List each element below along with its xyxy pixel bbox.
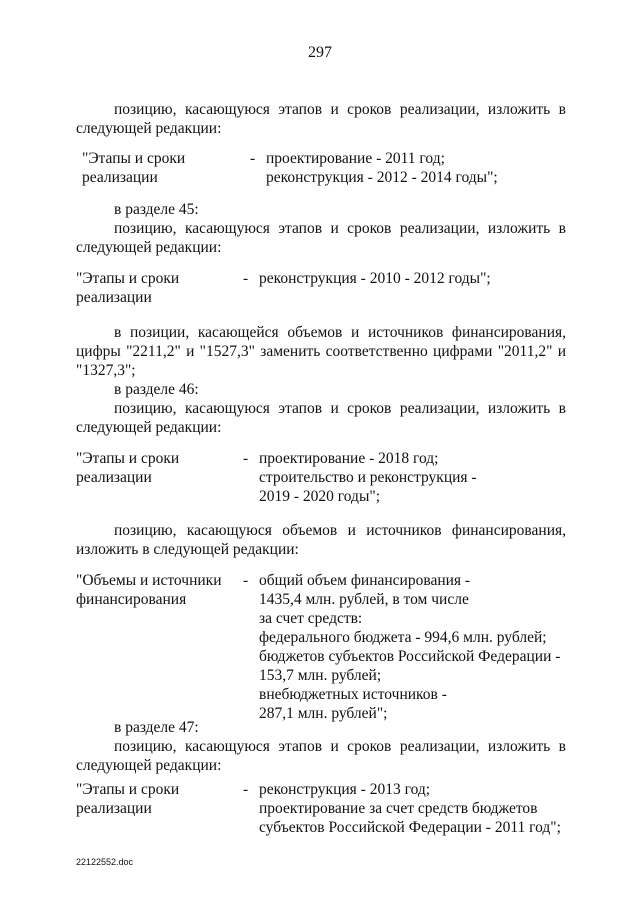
entry-label: "Этапы и сроки (76, 450, 180, 467)
section-heading: в разделе 46: (114, 381, 199, 398)
footer-filename: 22122552.doc (76, 857, 134, 867)
entry-value: 287,1 млн. рублей"; (259, 705, 388, 722)
entry-dash: - (250, 150, 256, 167)
entry-label: реализации (76, 800, 152, 817)
entry-value: 153,7 млн. рублей; (259, 667, 382, 684)
section-heading: в разделе 47: (114, 719, 199, 736)
paragraph-line: позицию, касающуюся объемов и источников финансирования, (114, 522, 566, 539)
paragraph-line: позицию, касающуюся этапов и сроков реализации, изложить в (114, 400, 566, 417)
entry-value: федерального бюджета - 994,6 млн. рублей; (259, 629, 547, 646)
section-heading: в разделе 45: (114, 201, 199, 218)
paragraph-line: следующей редакции: (76, 419, 222, 436)
entry-value: проектирование за счет средств бюджетов (259, 800, 538, 817)
paragraph-line: цифры "2211,2" и "1527,3" заменить соответственно цифрами "2011,2" и (76, 343, 566, 360)
entry-label: "Этапы и сроки (82, 150, 186, 167)
entry-value: 2019 - 2020 годы"; (259, 488, 380, 505)
paragraph-line: позицию, касающуюся этапов и сроков реализации, изложить в (114, 220, 566, 237)
paragraph-line: позицию, касающуюся этапов и сроков реализации, изложить в (114, 738, 566, 755)
entry-value: проектирование - 2011 год; (266, 150, 445, 167)
entry-value: реконструкция - 2013 год; (259, 781, 431, 798)
entry-value: бюджетов субъектов Российской Федерации - (259, 648, 561, 665)
entry-label: реализации (76, 289, 152, 306)
entry-label: "Этапы и сроки (76, 270, 180, 287)
entry-label: финансирования (76, 591, 187, 608)
entry-label: "Объемы и источники (76, 572, 222, 589)
entry-value: за счет средств: (259, 610, 363, 627)
entry-value: реконструкция - 2012 - 2014 годы"; (266, 169, 498, 186)
entry-value: строительство и реконструкция - (259, 469, 477, 486)
entry-dash: - (243, 450, 249, 467)
paragraph-line: изложить в следующей редакции: (76, 541, 299, 558)
paragraph-line: "1327,3"; (76, 362, 136, 379)
page-number: 297 (308, 44, 332, 61)
entry-dash: - (243, 781, 249, 798)
entry-label: реализации (76, 469, 152, 486)
entry-dash: - (243, 572, 249, 589)
paragraph-line: позицию, касающуюся этапов и сроков реализации, изложить в (114, 101, 566, 118)
paragraph-line: следующей редакции: (76, 239, 222, 256)
paragraph-line: следующей редакции: (76, 120, 222, 137)
entry-value: субъектов Российской Федерации - 2011 год"; (259, 819, 561, 836)
entry-value: реконструкция - 2010 - 2012 годы"; (259, 270, 491, 287)
entry-label: "Этапы и сроки (76, 781, 180, 798)
entry-value: внебюджетных источников - (259, 686, 447, 703)
entry-value: общий объем финансирования - (259, 572, 471, 589)
entry-label: реализации (82, 169, 158, 186)
entry-value: 1435,4 млн. рублей, в том числе (259, 591, 469, 608)
paragraph-line: следующей редакции: (76, 757, 222, 774)
entry-dash: - (243, 270, 249, 287)
paragraph-line: в позиции, касающейся объемов и источников финансирования, (114, 324, 566, 341)
entry-value: проектирование - 2018 год; (259, 450, 439, 467)
